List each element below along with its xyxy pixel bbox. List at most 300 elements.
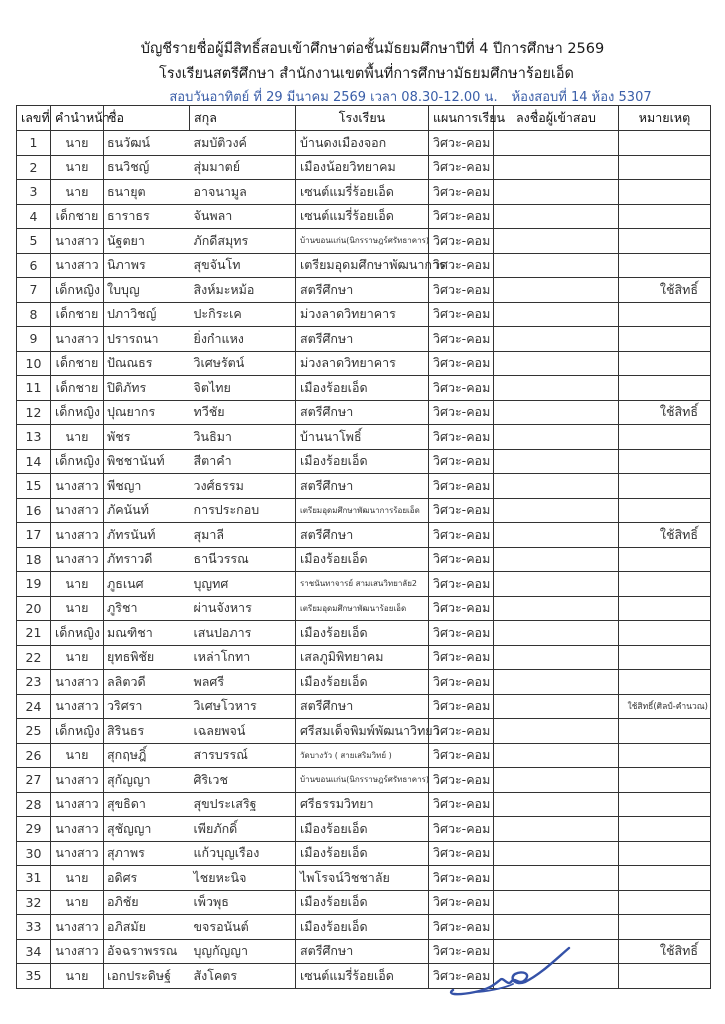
row-number: 33 [17,915,51,940]
row-signature-cell[interactable] [494,400,619,425]
row-prefix: นางสาว [51,817,104,842]
row-number: 10 [17,351,51,376]
row-surname: ไชยหะนิจ [190,866,296,891]
row-remark [619,204,711,229]
row-surname: เฉลยพจน์ [190,719,296,744]
row-first-name: สุชัญญา [104,817,190,842]
row-surname: สุขจันโท [190,253,296,278]
row-number: 20 [17,596,51,621]
row-prefix: นางสาว [51,939,104,964]
row-first-name: อภิชัย [104,890,190,915]
row-number: 8 [17,302,51,327]
row-first-name: ปภาวิชญ์ [104,302,190,327]
table-row [17,180,711,205]
row-signature-cell[interactable] [494,694,619,719]
table-row [17,719,711,744]
table-row [17,253,711,278]
row-signature-cell[interactable] [494,425,619,450]
row-school: เสลภูมิพิทยาคม [296,645,429,670]
row-prefix: นาย [51,596,104,621]
school-title: โรงเรียนสตรีศึกษา สำนักงานเขตพื้นที่การศึกษามัธยมศึกษาร้อยเอ็ด [159,66,574,82]
row-prefix: นางสาว [51,792,104,817]
row-signature-cell[interactable] [494,547,619,572]
row-school: บ้านนาโพธิ์ [296,425,429,450]
row-number: 26 [17,743,51,768]
table-row [17,498,711,523]
row-remark [619,449,711,474]
row-surname: สีตาคำ [190,449,296,474]
col-header-prefix: คำนำหน้า [51,106,104,131]
row-remark [619,915,711,940]
row-surname: เพียภักดิ์ [190,817,296,842]
row-study-plan: วิศวะ-คอม [429,572,494,597]
row-surname: ยิ่งกำแหง [190,327,296,352]
row-number: 23 [17,670,51,695]
row-signature-cell[interactable] [494,768,619,793]
table-row [17,449,711,474]
row-study-plan: วิศวะ-คอม [429,302,494,327]
row-surname: ธานีวรรณ [190,547,296,572]
row-number: 21 [17,621,51,646]
row-number: 29 [17,817,51,842]
row-first-name: ปัณณธร [104,351,190,376]
row-school: เมืองร้อยเอ็ด [296,376,429,401]
row-surname: สุมาลี [190,523,296,548]
row-remark [619,817,711,842]
row-remark [619,841,711,866]
row-remark [619,474,711,499]
row-prefix: นางสาว [51,547,104,572]
row-study-plan: วิศวะ-คอม [429,155,494,180]
row-prefix: นางสาว [51,694,104,719]
row-surname: สุขประเสริฐ [190,792,296,817]
row-signature-cell[interactable] [494,474,619,499]
row-school: เมืองร้อยเอ็ด [296,915,429,940]
row-school: ราชนันทาจารย์ สามเสนวิทยาลัย2 [296,572,429,597]
row-first-name: ปุณยากร [104,400,190,425]
row-school: สตรีศึกษา [296,327,429,352]
row-prefix: เด็กหญิง [51,400,104,425]
row-remark [619,866,711,891]
row-number: 15 [17,474,51,499]
table-row [17,939,711,964]
col-header-first-name: ชื่อ [104,106,190,131]
row-prefix: เด็กชาย [51,302,104,327]
row-prefix: นาย [51,866,104,891]
row-prefix: นางสาว [51,523,104,548]
table-row [17,547,711,572]
row-surname: บุญกัญญา [190,939,296,964]
row-first-name: พีชญา [104,474,190,499]
table-row [17,155,711,180]
table-row [17,964,711,989]
row-surname: สังโคตร [190,964,296,989]
row-surname: ขจรอนันต์ [190,915,296,940]
col-header-signature: ลงชื่อผู้เข้าสอบ [494,106,619,131]
row-number: 32 [17,890,51,915]
row-study-plan: วิศวะ-คอม [429,180,494,205]
row-study-plan: วิศวะ-คอม [429,768,494,793]
row-surname: สุ่มมาตย์ [190,155,296,180]
row-first-name: ธนวัฒน์ [104,131,190,156]
table-row [17,523,711,548]
row-study-plan: วิศวะ-คอม [429,498,494,523]
row-first-name: วริศรา [104,694,190,719]
col-header-remark: หมายเหตุ [619,106,711,131]
row-remark [619,645,711,670]
row-signature-cell[interactable] [494,915,619,940]
row-remark [619,180,711,205]
row-study-plan: วิศวะ-คอม [429,596,494,621]
row-signature-cell[interactable] [494,180,619,205]
row-school: เมืองร้อยเอ็ด [296,890,429,915]
table-row [17,792,711,817]
row-surname: พลศรี [190,670,296,695]
row-first-name: พัชร [104,425,190,450]
row-first-name: อัจฉราพรรณ [104,939,190,964]
row-study-plan: วิศวะ-คอม [429,253,494,278]
row-signature-cell[interactable] [494,817,619,842]
row-first-name: สิรินธร [104,719,190,744]
row-remark [619,351,711,376]
row-first-name: นิภาพร [104,253,190,278]
row-school: เตรียมอุดมศึกษาพัฒนาร้อยเอ็ด [296,596,429,621]
row-school: สตรีศึกษา [296,278,429,303]
row-school: เมืองร้อยเอ็ด [296,841,429,866]
row-first-name: พิชชานันท์ [104,449,190,474]
row-signature-cell[interactable] [494,327,619,352]
row-number: 3 [17,180,51,205]
row-study-plan: วิศวะ-คอม [429,327,494,352]
row-signature-cell[interactable] [494,131,619,156]
row-surname: แก้วบุญเรือง [190,841,296,866]
row-school: บ้านขอนแก่น(นิกรราษฎร์ศรัทธาคาร) [296,768,429,793]
row-first-name: ลลิตวดี [104,670,190,695]
table-row [17,229,711,254]
row-number: 16 [17,498,51,523]
row-signature-cell[interactable] [494,719,619,744]
row-number: 6 [17,253,51,278]
row-signature-cell[interactable] [494,743,619,768]
row-study-plan: วิศวะ-คอม [429,817,494,842]
row-prefix: นางสาว [51,474,104,499]
row-signature-cell[interactable] [494,376,619,401]
row-remark [619,302,711,327]
row-surname: สมบัติวงค์ [190,131,296,156]
row-signature-cell[interactable] [494,229,619,254]
row-study-plan: วิศวะ-คอม [429,204,494,229]
row-study-plan: วิศวะ-คอม [429,400,494,425]
row-surname: จันพลา [190,204,296,229]
row-school: สตรีศึกษา [296,939,429,964]
col-header-school: โรงเรียน [296,106,429,131]
row-remark [619,743,711,768]
row-number: 13 [17,425,51,450]
row-number: 7 [17,278,51,303]
row-surname: ปะกิระเค [190,302,296,327]
row-first-name: ภัทรนันท์ [104,523,190,548]
row-number: 27 [17,768,51,793]
row-school: เมืองร้อยเอ็ด [296,547,429,572]
row-remark: ใช้สิทธิ์ [619,278,711,303]
row-signature-cell[interactable] [494,841,619,866]
row-remark [619,572,711,597]
row-school: เซนต์แมรี่ร้อยเอ็ด [296,964,429,989]
row-prefix: เด็กหญิง [51,449,104,474]
document-title: บัญชีรายชื่อผู้มีสิทธิ์สอบเข้าศึกษาต่อชั้นมัธยมศึกษาปีที่ 4 ปีการศึกษา 2569 [140,41,605,57]
row-prefix: นางสาว [51,498,104,523]
row-study-plan: วิศวะ-คอม [429,474,494,499]
row-signature-cell[interactable] [494,449,619,474]
row-number: 22 [17,645,51,670]
table-row [17,327,711,352]
row-remark [619,229,711,254]
row-study-plan: วิศวะ-คอม [429,449,494,474]
row-first-name: ปรารถนา [104,327,190,352]
row-signature-cell[interactable] [494,866,619,891]
row-first-name: สุขธิดา [104,792,190,817]
row-surname: อาจนามูล [190,180,296,205]
row-school: เมืองน้อยวิทยาคม [296,155,429,180]
row-first-name: ธาราธร [104,204,190,229]
row-first-name: อภิสมัย [104,915,190,940]
row-study-plan: วิศวะ-คอม [429,425,494,450]
table-row [17,376,711,401]
row-signature-cell[interactable] [494,621,619,646]
row-study-plan: วิศวะ-คอม [429,890,494,915]
row-surname: วงศ์ธรรม [190,474,296,499]
row-number: 24 [17,694,51,719]
exam-room: ห้องสอบที่ 14 ห้อง 5307 [511,90,652,105]
row-first-name: สุภาพร [104,841,190,866]
row-signature-cell[interactable] [494,596,619,621]
row-first-name: ภัทราวดี [104,547,190,572]
table-row [17,866,711,891]
row-remark [619,964,711,989]
table-row [17,670,711,695]
row-signature-cell[interactable] [494,498,619,523]
row-surname: เสนปอภาร [190,621,296,646]
row-number: 28 [17,792,51,817]
row-first-name: ภูริชา [104,596,190,621]
row-prefix: นาย [51,890,104,915]
row-number: 35 [17,964,51,989]
row-school: สตรีศึกษา [296,523,429,548]
row-school: เมืองร้อยเอ็ด [296,621,429,646]
row-remark [619,498,711,523]
row-school: เตรียมอุดมศึกษาพัฒนาการร้อยเอ็ด [296,498,429,523]
row-school: บ้านดงเมืองจอก [296,131,429,156]
row-signature-cell[interactable] [494,302,619,327]
row-prefix: นาย [51,743,104,768]
row-number: 30 [17,841,51,866]
row-signature-cell[interactable] [494,253,619,278]
row-number: 14 [17,449,51,474]
row-number: 4 [17,204,51,229]
row-number: 9 [17,327,51,352]
table-row [17,768,711,793]
row-first-name: ภูธเนศ [104,572,190,597]
row-number: 2 [17,155,51,180]
row-signature-cell[interactable] [494,572,619,597]
table-row [17,302,711,327]
table-row [17,645,711,670]
col-header-surname: สกุล [190,106,296,131]
row-remark [619,670,711,695]
table-row [17,743,711,768]
row-study-plan: วิศวะ-คอม [429,743,494,768]
row-prefix: นาย [51,964,104,989]
row-study-plan: วิศวะ-คอม [429,131,494,156]
row-prefix: นางสาว [51,768,104,793]
row-study-plan: วิศวะ-คอม [429,964,494,989]
row-surname: เพ็วพุธ [190,890,296,915]
table-header-row [17,106,711,131]
row-surname: จิตไทย [190,376,296,401]
row-prefix: นางสาว [51,670,104,695]
row-study-plan: วิศวะ-คอม [429,645,494,670]
row-prefix: นาย [51,425,104,450]
row-school: เซนต์แมรี่ร้อยเอ็ด [296,180,429,205]
row-school: เมืองร้อยเอ็ด [296,449,429,474]
student-roster-table [16,105,711,989]
row-first-name: นัฐตยา [104,229,190,254]
row-number: 12 [17,400,51,425]
row-number: 11 [17,376,51,401]
row-school: ม่วงลาดวิทยาคาร [296,351,429,376]
col-header-plan: แผนการเรียน [429,106,494,131]
row-study-plan: วิศวะ-คอม [429,694,494,719]
row-school: เมืองร้อยเอ็ด [296,817,429,842]
row-remark [619,131,711,156]
table-row [17,841,711,866]
row-study-plan: วิศวะ-คอม [429,376,494,401]
row-study-plan: วิศวะ-คอม [429,278,494,303]
row-remark [619,596,711,621]
row-surname: วิเศษรัตน์ [190,351,296,376]
table-body [17,131,711,989]
row-prefix: นาย [51,131,104,156]
row-school: เมืองร้อยเอ็ด [296,670,429,695]
row-study-plan: วิศวะ-คอม [429,523,494,548]
row-prefix: นาย [51,155,104,180]
row-signature-cell[interactable] [494,523,619,548]
row-number: 25 [17,719,51,744]
row-study-plan: วิศวะ-คอม [429,621,494,646]
table-row [17,621,711,646]
row-signature-cell[interactable] [494,278,619,303]
row-school: ศรีสมเด็จพิมพ์พัฒนาวิทยา [296,719,429,744]
row-school: เซนต์แมรี่ร้อยเอ็ด [296,204,429,229]
row-school: วัดบางวัว ( สายเสริมวิทย์ ) [296,743,429,768]
table-row [17,694,711,719]
table-row [17,915,711,940]
table-row [17,131,711,156]
row-prefix: นางสาว [51,841,104,866]
row-prefix: นาย [51,645,104,670]
table-row [17,817,711,842]
row-first-name: ธนายุต [104,180,190,205]
row-first-name: เอกประดิษฐ์ [104,964,190,989]
row-surname: สารบรรณ์ [190,743,296,768]
row-school: บ้านขอนแก่น(นิกรราษฎร์ศรัทธาคาร) [296,229,429,254]
row-prefix: เด็กชาย [51,204,104,229]
row-number: 18 [17,547,51,572]
col-header-no: เลขที่ [17,106,51,131]
row-prefix: เด็กชาย [51,351,104,376]
row-study-plan: วิศวะ-คอม [429,915,494,940]
row-signature-cell[interactable] [494,645,619,670]
row-surname: วิเศษโวหาร [190,694,296,719]
table-row [17,425,711,450]
row-remark: ใช้สิทธิ์ [619,523,711,548]
row-first-name: ภัคนันท์ [104,498,190,523]
row-number: 34 [17,939,51,964]
row-school: ม่วงลาดวิทยาคาร [296,302,429,327]
row-number: 1 [17,131,51,156]
row-surname: การประกอบ [190,498,296,523]
row-first-name: มณฑิชา [104,621,190,646]
row-number: 17 [17,523,51,548]
row-school: เตรียมอุดมศึกษาพัฒนาการ [296,253,429,278]
row-remark [619,621,711,646]
table-row [17,204,711,229]
row-school: ศรีธรรมวิทยา [296,792,429,817]
row-remark: ใช้สิทธิ์(ศิลป์-คำนวณ) [619,694,711,719]
row-signature-cell[interactable] [494,155,619,180]
row-surname: วินธิมา [190,425,296,450]
row-signature-cell[interactable] [494,351,619,376]
row-school: สตรีศึกษา [296,400,429,425]
row-remark [619,890,711,915]
row-signature-cell[interactable] [494,204,619,229]
row-signature-cell[interactable] [494,670,619,695]
row-number: 31 [17,866,51,891]
row-remark [619,425,711,450]
row-remark [619,155,711,180]
row-prefix: เด็กหญิง [51,621,104,646]
signature-icon [445,940,575,1000]
row-prefix: เด็กชาย [51,376,104,401]
row-remark [619,768,711,793]
row-school: สตรีศึกษา [296,694,429,719]
row-remark [619,719,711,744]
table-row [17,572,711,597]
row-prefix: นาย [51,180,104,205]
row-remark [619,253,711,278]
row-surname: ผ่านจังหาร [190,596,296,621]
row-prefix: เด็กหญิง [51,719,104,744]
exam-schedule [0,86,725,107]
row-prefix: นางสาว [51,253,104,278]
row-signature-cell[interactable] [494,890,619,915]
row-school: ไพโรจน์วิชชาลัย [296,866,429,891]
row-remark [619,547,711,572]
row-prefix: เด็กหญิง [51,278,104,303]
row-signature-cell[interactable] [494,792,619,817]
row-study-plan: วิศวะ-คอม [429,229,494,254]
row-prefix: นาย [51,572,104,597]
row-first-name: อดิศร [104,866,190,891]
row-prefix: นางสาว [51,327,104,352]
table-row [17,474,711,499]
row-study-plan: วิศวะ-คอม [429,866,494,891]
table-row [17,351,711,376]
row-first-name: สุกฤษฎิ์ [104,743,190,768]
row-surname: บุญทศ [190,572,296,597]
row-number: 5 [17,229,51,254]
table-row [17,596,711,621]
